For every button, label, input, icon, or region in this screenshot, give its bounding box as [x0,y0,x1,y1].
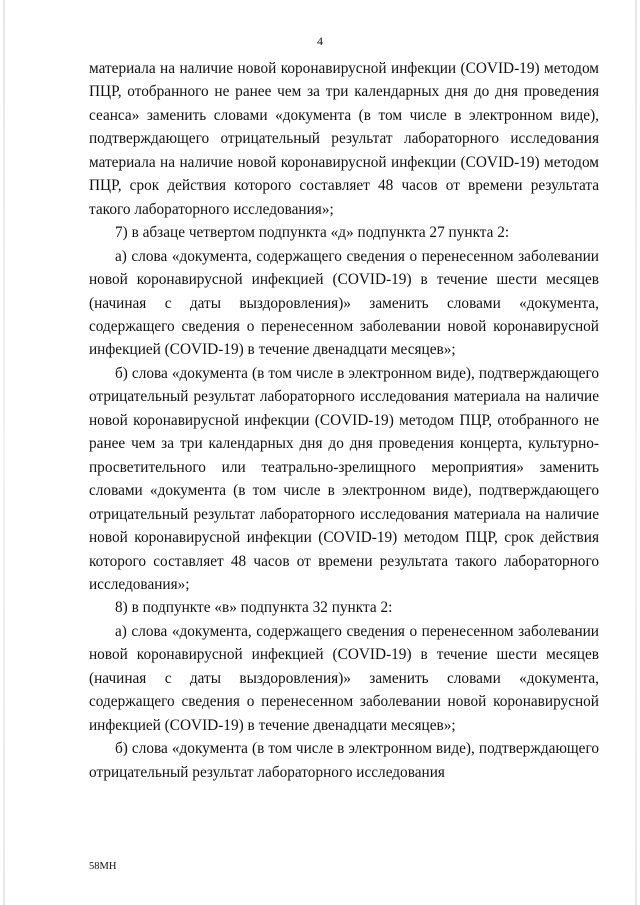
page-number: 4 [317,34,323,48]
paragraph-continuation: материала на наличие новой коронавирусной инфекции (COVID-19) методом ПЦР, отобранного не ранее чем за три календарных дня до дня проведения сеанса» заменить словами «документа (в том числе в электронном виде), подтверждающего отрицательный результат лабораторного исследования материала на наличие новой коронавирусной инфекции (COVID-19) методом ПЦР, срок действия которого составляет 48 часов от времени результата такого лабораторного исследования»; [89,60,599,218]
paragraph-item-7b: б) слова «документа (в том числе в электронном виде), подтверждающего отрицательный результат лабораторного исследования материала на наличие новой коронавирусной инфекции (COVID-19) методом ПЦР, отобранного не ранее чем за три календарных дня до дня проведения концерта, культурно-просветительного или театрально-зрелищного мероприятия» заменить словами «документа (в том числе в электронном виде), подтверждающего отрицательный результат лабораторного исследования материала на наличие новой коронавирусной инфекции (COVID-19) методом ПЦР, срок действия которого составляет 48 часов от времени результата такого лабораторного исследования»; [89,364,599,593]
footer-document-code: 58МН [89,861,117,872]
paragraph-item-8: 8) в подпункте «в» подпункта 32 пункта 2: [115,599,393,617]
paragraph-item-8a: а) слова «документа, содержащего сведения о перенесенном заболевании новой коронавирусной инфекцией (COVID-19) в течение шести месяцев (начиная с даты выздоровления)» заменить словами «документа, содержащего сведения о перенесенном заболевании новой коронавирусной инфекцией (COVID-19) в течение двенадцати месяцев»; [89,622,599,734]
document-body [89,57,599,784]
paragraph-item-8b: б) слова «документа (в том числе в электронном виде), подтверждающего отрицательный результат лабораторного исследования [89,740,599,781]
scan-edge-right [635,0,637,905]
paragraph-item-7a: а) слова «документа, содержащего сведения о перенесенном заболевании новой коронавирусной инфекцией (COVID-19) в течение шести месяцев (начиная с даты выздоровления)» заменить словами «документа, содержащего сведения о перенесенном заболевании новой коронавирусной инфекцией (COVID-19) в течение двенадцати месяцев»; [89,247,599,359]
scan-edge-left [3,0,5,905]
paragraph-item-7: 7) в абзаце четвертом подпункта «д» подпункта 27 пункта 2: [115,224,510,242]
